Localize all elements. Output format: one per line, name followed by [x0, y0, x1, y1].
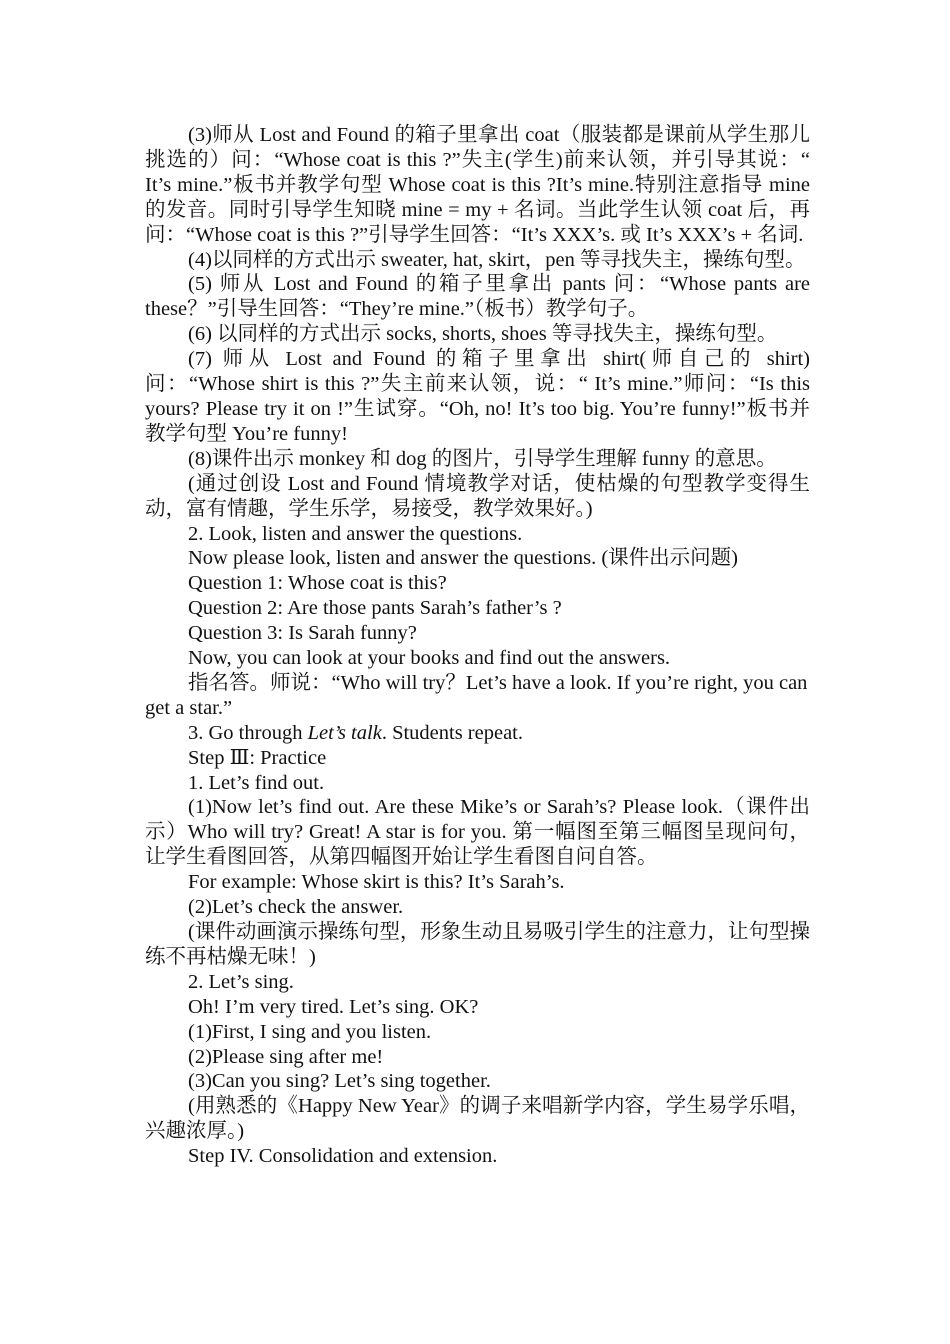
step-3-heading — [145, 721, 810, 746]
question-1: Question 1: Whose coat is this? — [188, 572, 447, 595]
step-3-italic: Let’s talk — [307, 721, 382, 744]
paragraph-note-2: (课件动画演示操练句型，形象生动且易吸引学生的注意力，让句型操练不再枯燥无味！) — [145, 921, 810, 968]
paragraph-7: (7) 师从 Lost and Found 的箱子里拿出 shirt(师自己的 shirt) 问：“Whose shirt is this ?”失主前来认领，说：“ It’s mine.”师问：“Is this yours? Please try it on !”生试穿。“Oh, no! It’s too big. You’re funny!”板书并教学句型 You’re funny! — [145, 348, 810, 445]
sing-intro: Oh! I’m very tired. Let’s sing. OK? — [188, 995, 479, 1018]
paragraph-6: (6) 以同样的方式出示 socks, shorts, shoes 等寻找失主，操练句型。 — [188, 323, 778, 346]
step-2-heading: 2. Look, listen and answer the questions. — [188, 522, 523, 545]
step-4-heading: Step IV. Consolidation and extension. — [188, 1145, 498, 1168]
find-out-heading: 1. Let’s find out. — [188, 771, 325, 794]
paragraph-8: (8)课件出示 monkey 和 dog 的图片，引导学生理解 funny 的意思。 — [188, 447, 777, 470]
example-line: For example: Whose skirt is this? It’s Sarah’s. — [188, 871, 565, 894]
document-page — [145, 123, 810, 1169]
sing-heading: 2. Let’s sing. — [188, 970, 294, 993]
paragraph-answer: 指名答。师说：“Who will try？Let’s have a look. If you’re right, you can get a star.” — [145, 671, 808, 719]
question-2: Question 2: Are those pants Sarah’s father’s ? — [188, 597, 562, 620]
instruction-listen: Now please look, listen and answer the questions. (课件出示问题) — [188, 547, 738, 570]
step-3-prefix: 3. Go through — [188, 721, 308, 744]
question-3: Question 3: Is Sarah funny? — [188, 622, 417, 645]
paragraph-note-1: (通过创设 Lost and Found 情境教学对话，使枯燥的句型教学变得生动，富有情趣，学生乐学，易接受，教学效果好。) — [145, 472, 810, 520]
sing-step-2: (2)Please sing after me! — [188, 1045, 384, 1068]
instruction-books: Now, you can look at your books and find out the answers. — [188, 647, 671, 670]
paragraph-4: (4)以同样的方式出示 sweater, hat, skirt，pen 等寻找失主，操练句型。 — [188, 248, 806, 271]
practice-heading: Step Ⅲ: Practice — [188, 746, 327, 769]
paragraph-3: (3)师从 Lost and Found 的箱子里拿出 coat（服装都是课前从学生那儿挑选的）问：“Whose coat is this ?”失主(学生)前来认领，并引导其说：“ It’s mine.”板书并教学句型 Whose coat is this ?It’s mine.特别注意指导 mine 的发音。同时引导学生知晓 mine = my + 名词。当此学生认领 coat 后，再问：“Whose coat is this ?”引导学生回答：“It’s XXX’s. 或 It’s XXX’s + 名词. — [145, 124, 810, 246]
step-3-suffix: . Students repeat. — [381, 721, 524, 744]
paragraph-5: (5) 师从 Lost and Found 的箱子里拿出 pants 问：“Whose pants are these？”引导生回答：“They’re mine.”（板书）教学句子。 — [145, 273, 810, 321]
sing-step-3: (3)Can you sing? Let’s sing together. — [188, 1070, 491, 1093]
check-answer: (2)Let’s check the answer. — [188, 896, 404, 919]
find-out-paragraph: (1)Now let’s find out. Are these Mike’s or Sarah’s? Please look.（课件出示）Who will try? Great! A star is for you. 第一幅图至第三幅图呈现问句，让学生看图回答，从第四幅图开始让学生看图自问自答。 — [145, 796, 810, 869]
sing-step-1: (1)First, I sing and you listen. — [188, 1020, 432, 1043]
paragraph-note-3: (用熟悉的《Happy New Year》的调子来唱新学内容，学生易学乐唱，兴趣浓厚。) — [145, 1095, 810, 1143]
